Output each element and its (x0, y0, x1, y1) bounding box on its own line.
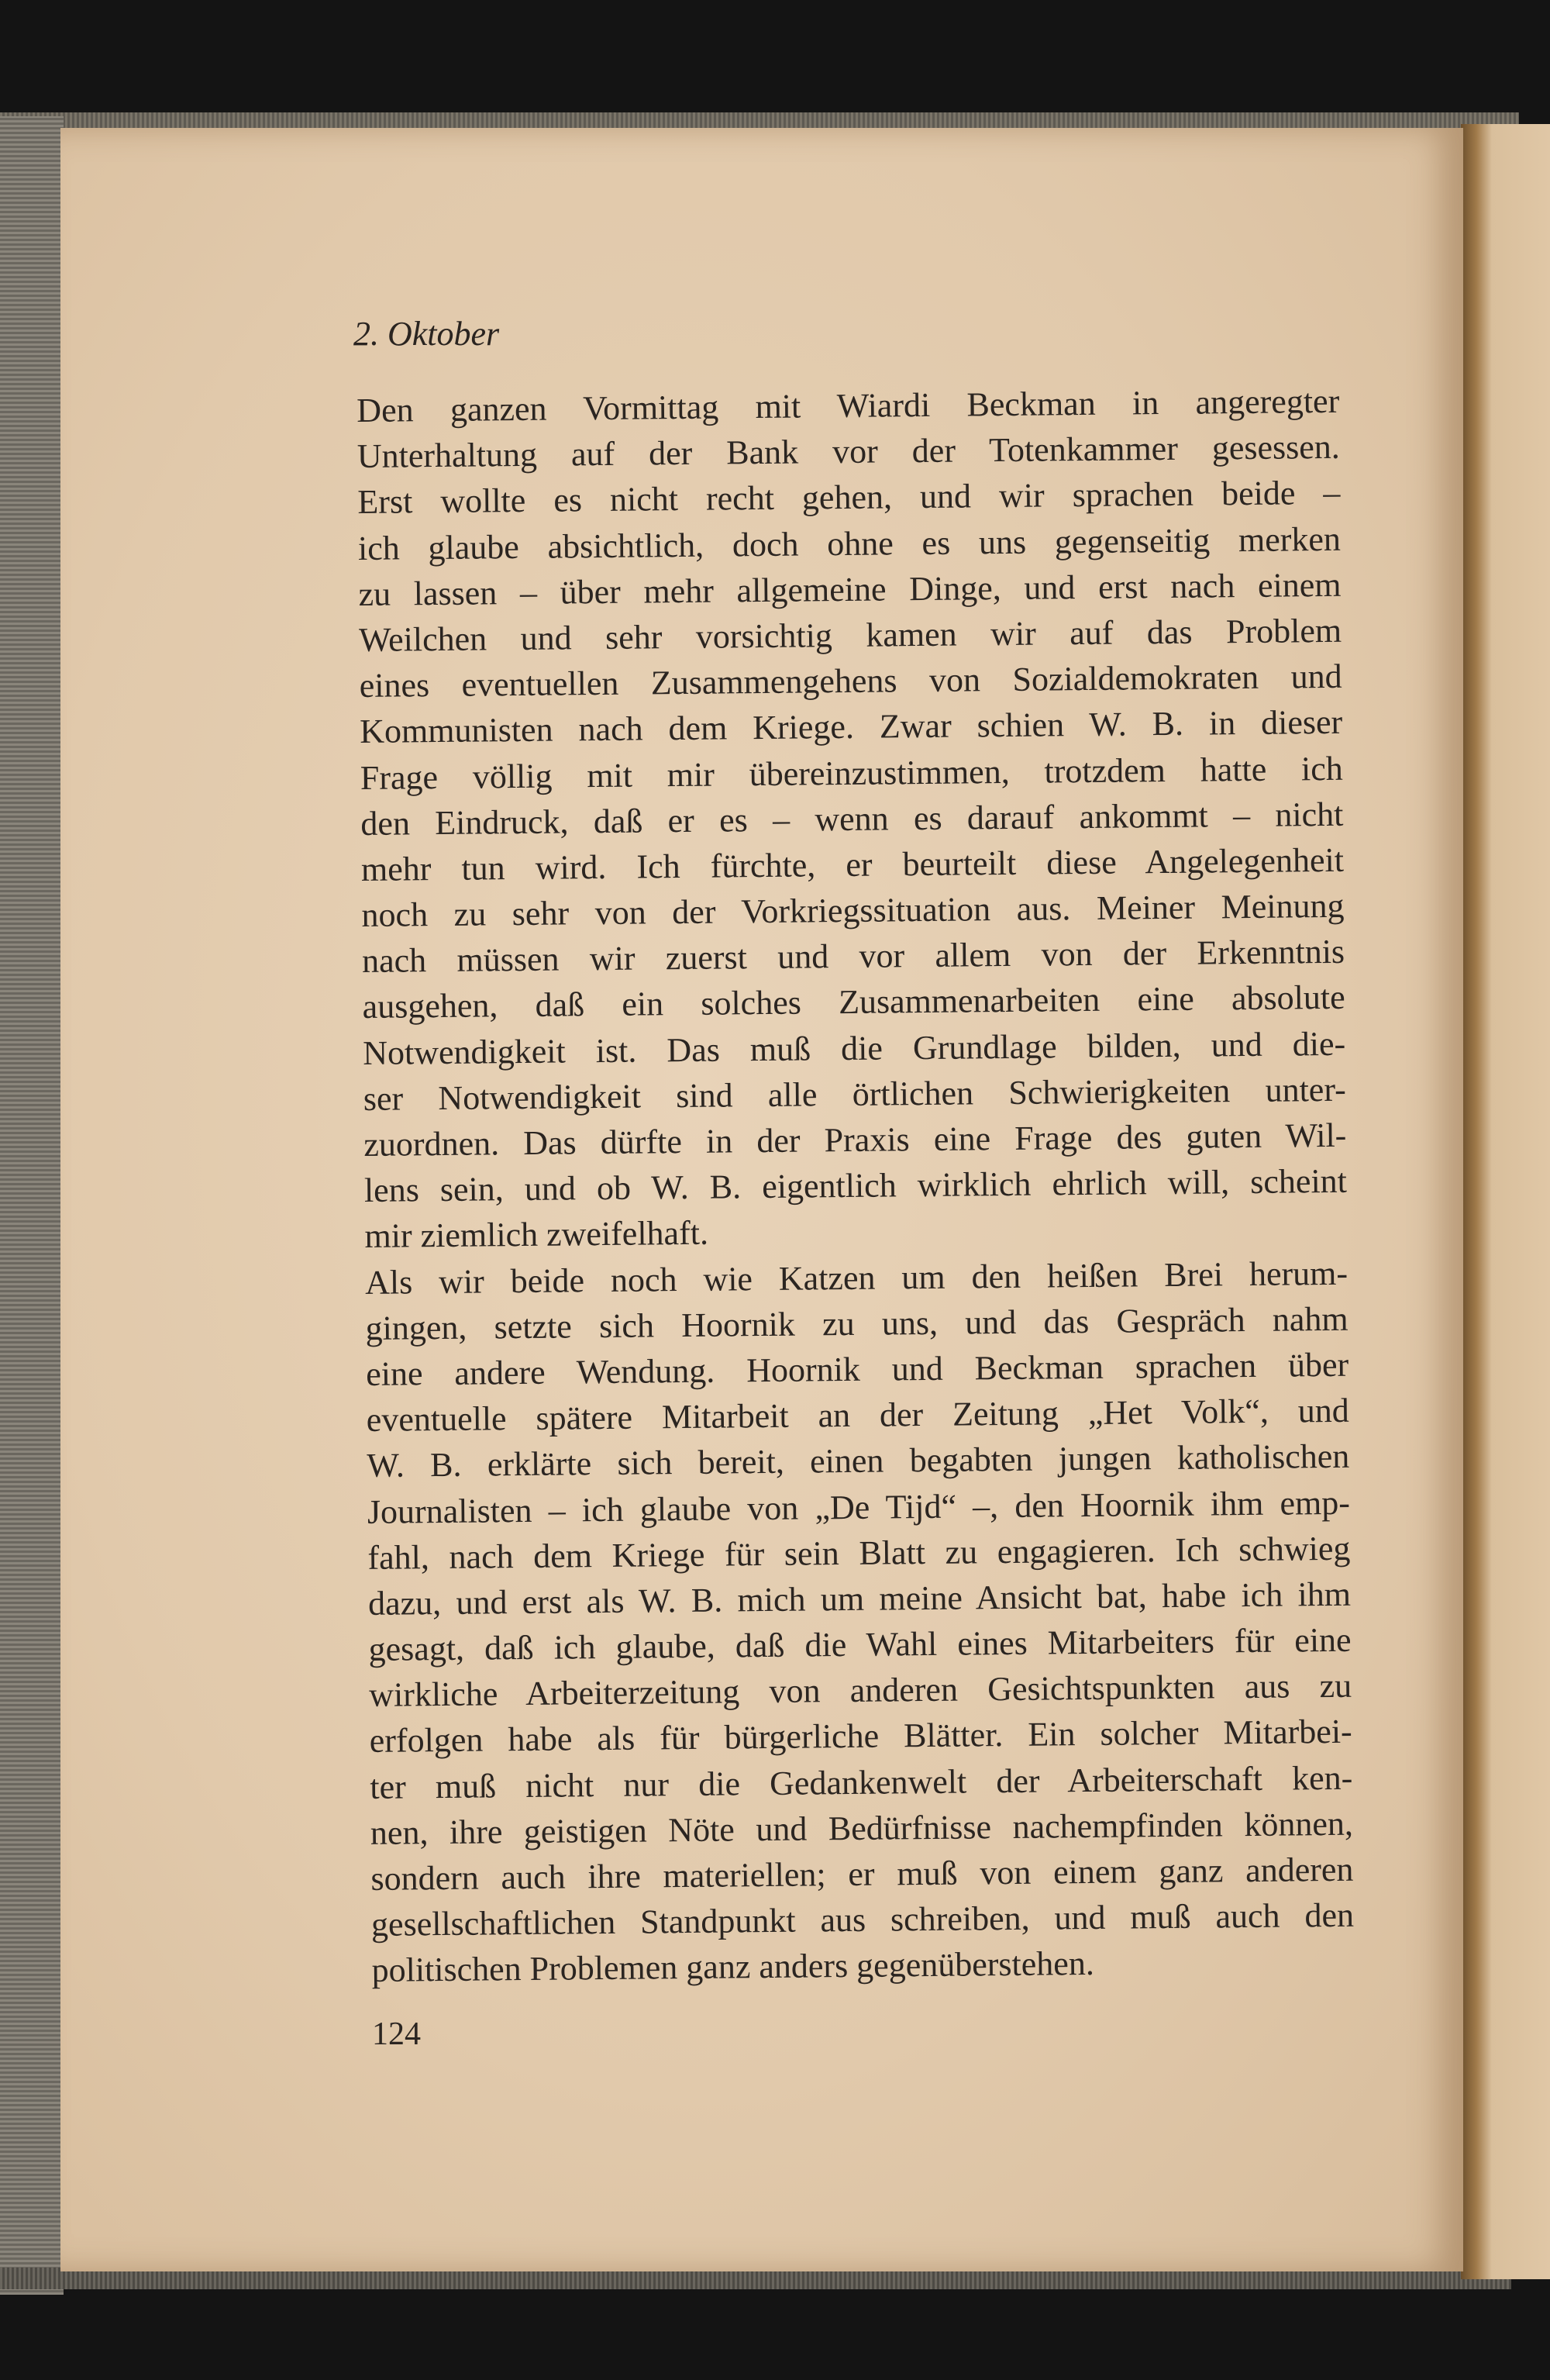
text-line: ich glaube absichtlich, doch ohne es uns gegenseitig merken (357, 519, 1342, 567)
text-line: eine andere Wendung. Hoornik und Beckman sprachen über (365, 1345, 1349, 1393)
text-line: nach müssen wir zuerst und vor allem von der Erkenntnis (361, 933, 1345, 981)
text-line: Notwendigkeit ist. Das muß die Grundlage bilden, und die- (363, 1024, 1346, 1072)
text-line: zuordnen. Das dürfte in der Praxis eine Frage des guten Wil- (363, 1116, 1347, 1164)
book-cover-left-edge (0, 116, 64, 2295)
facing-page-edge (1461, 124, 1550, 2279)
text-line: lens sein, und ob W. B. eigentlich wirklich ehrlich will, scheint (363, 1161, 1348, 1210)
text-line: zu lassen – über mehr allgemeine Dinge, und erst nach einem (358, 565, 1342, 613)
text-line: mehr tun wird. Ich fürchte, er beurteilt diese Angelegenheit (360, 840, 1345, 888)
text-line: Frage völlig mit mir übereinzustimmen, trotzdem hatte ich (360, 749, 1344, 797)
diary-date-heading: 2. Oktober (353, 315, 500, 353)
text-line: nen, ihre geistigen Nöte und Bedürfnisse nachempfinden können, (370, 1804, 1354, 1852)
text-line: Weilchen und sehr vorsichtig kamen wir auf das Problem (358, 611, 1342, 659)
text-line: wirkliche Arbeiterzeitung von anderen Gesichtspunkten aus zu (368, 1667, 1352, 1715)
text-line: noch zu sehr von der Vorkriegssituation aus. Meiner Meinung (361, 886, 1345, 935)
page-number: 124 (372, 2016, 421, 2052)
text-line: eventuelle spätere Mitarbeit an der Zeitung „Het Volk“, und (366, 1391, 1349, 1440)
body-text (356, 378, 1355, 1994)
text-line: sondern auch ihre materiellen; er muß von einem ganz anderen (370, 1850, 1354, 1898)
text-line: gesagt, daß ich glaube, daß die Wahl eines Mitarbeiters für eine (368, 1620, 1352, 1668)
text-line: Erst wollte es nicht recht gehen, und wir sprachen beide – (357, 474, 1341, 522)
text-line: Kommunisten nach dem Kriege. Zwar schien W. B. in dieser (360, 703, 1343, 751)
text-line: politischen Problemen ganz anders gegenüberstehen. (371, 1944, 1095, 1990)
text-line: ter muß nicht nur die Gedankenwelt der Arbeiterschaft ken- (370, 1758, 1353, 1806)
text-line: Unterhaltung auf der Bank vor der Totenkammer gesessen. (356, 428, 1341, 476)
text-line: erfolgen habe als für bürgerliche Blätter. Ein solcher Mitarbei- (369, 1713, 1352, 1761)
text-line: Den ganzen Vormittag mit Wiardi Beckman in angeregter (356, 381, 1340, 429)
text-line: W. B. erklärte sich bereit, einen begabten jungen katholischen (367, 1437, 1350, 1485)
text-line: mir ziemlich zweifelhaft. (364, 1214, 709, 1256)
text-line: Als wir beide noch wie Katzen um den heißen Brei herum- (364, 1254, 1348, 1302)
text-line: ausgehen, daß ein solches Zusammenarbeiten eine absolute (362, 978, 1345, 1026)
text-line: dazu, und erst als W. B. mich um meine Ansicht bat, habe ich ihm (367, 1575, 1352, 1623)
text-line: Journalisten – ich glaube von „De Tijd“ –, den Hoornik ihm emp- (367, 1483, 1351, 1531)
text-line: ser Notwendigkeit sind alle örtlichen Schwierigkeiten unter- (363, 1070, 1346, 1118)
text-line: den Eindruck, daß er es – wenn es darauf ankommt – nicht (360, 795, 1344, 843)
text-line: gingen, setzte sich Hoornik zu uns, und das Gespräch nahm (365, 1299, 1348, 1347)
text-line: gesellschaftlichen Standpunkt aus schreiben, und muß auch den (370, 1895, 1355, 1944)
text-line: eines eventuellen Zusammengehens von Sozialdemokraten und (359, 657, 1342, 705)
text-line: fahl, nach dem Kriege für sein Blatt zu engagieren. Ich schwieg (367, 1529, 1351, 1577)
